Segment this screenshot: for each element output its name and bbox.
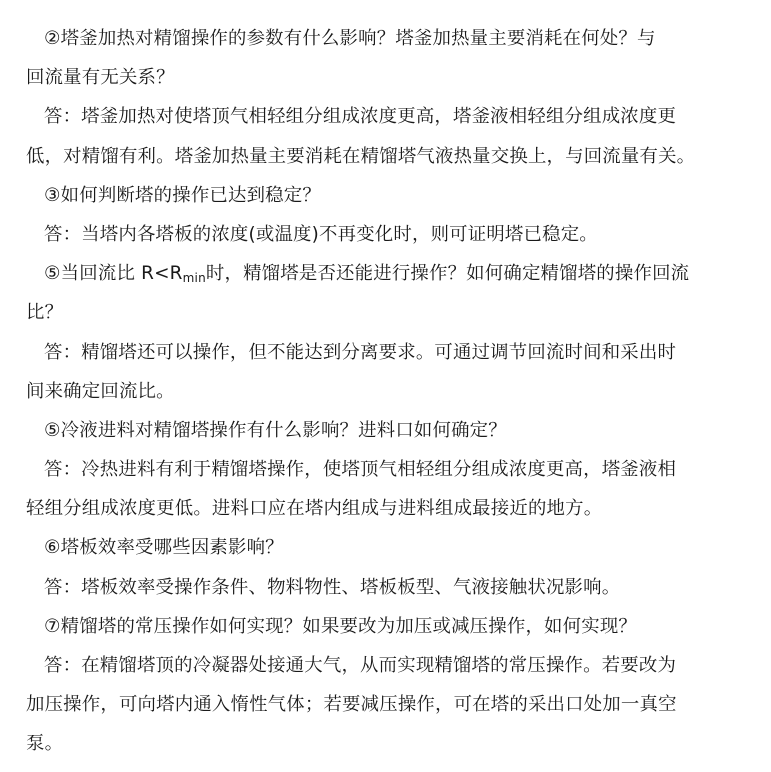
answer-3-line-1: 答：当塔内各塔板的浓度(或温度)不再变化时，则可证明塔已稳定。 <box>44 223 598 245</box>
question-7-line-1: ⑦精馏塔的常压操作如何实现？如果要改为加压或减压操作，如何实现？ <box>44 615 637 637</box>
question-2-line-2: 回流量有无关系？ <box>26 67 175 89</box>
question-5b-line-1: ⑤冷液进料对精馏塔操作有什么影响？进料口如何确定？ <box>44 419 507 441</box>
question-5a-line-2: 比？ <box>26 302 64 324</box>
answer-7-line-1: 答：在精馏塔顶的冷凝器处接通大气，从而实现精馏塔的常压操作。若要改为 <box>44 655 677 676</box>
answer-7-line-3: 泵。 <box>26 733 64 755</box>
question-5a-prefix: ⑤当回流比 R<R <box>44 263 183 285</box>
answer-5b-line-1: 答：冷热进料有利于精馏塔操作，使塔顶气相轻组分组成浓度更高，塔釜液相 <box>44 459 677 481</box>
r-min-subscript: min <box>182 271 206 286</box>
answer-2-line-2: 低，对精馏有利。塔釜加热量主要消耗在精馏塔气液热量交换上，与回流量有关。 <box>26 145 696 167</box>
document-body <box>0 19 771 764</box>
question-5a-suffix: 时，精馏塔是否还能进行操作？如何确定精馏塔的操作回流 <box>205 263 690 285</box>
answer-5a-line-1: 答：精馏塔还可以操作，但不能达到分离要求。可通过调节回流时间和采出时 <box>44 341 677 363</box>
question-3-line-1: ③如何判断塔的操作已达到稳定？ <box>44 184 321 206</box>
answer-5a-line-2: 间来确定回流比。 <box>26 380 175 402</box>
question-2-line-1: ②塔釜加热对精馏操作的参数有什么影响？塔釜加热量主要消耗在何处？与 <box>44 28 656 49</box>
answer-2-line-1: 答：塔釜加热对使塔顶气相轻组分组成浓度更高，塔釜液相轻组分组成浓度更 <box>44 106 677 128</box>
answer-5b-line-2: 轻组分组成浓度更低。进料口应在塔内组成与进料组成最接近的地方。 <box>26 498 603 520</box>
answer-6-line-1: 答：塔板效率受操作条件、物料物性、塔板板型、气液接触状况影响。 <box>44 576 621 598</box>
answer-7-line-2: 加压操作，可向塔内通入惰性气体；若要减压操作，可在塔的采出口处加一真空 <box>26 694 677 716</box>
question-5a-line-1 <box>0 254 771 293</box>
question-6-line-1: ⑥塔板效率受哪些因素影响？ <box>44 537 284 559</box>
